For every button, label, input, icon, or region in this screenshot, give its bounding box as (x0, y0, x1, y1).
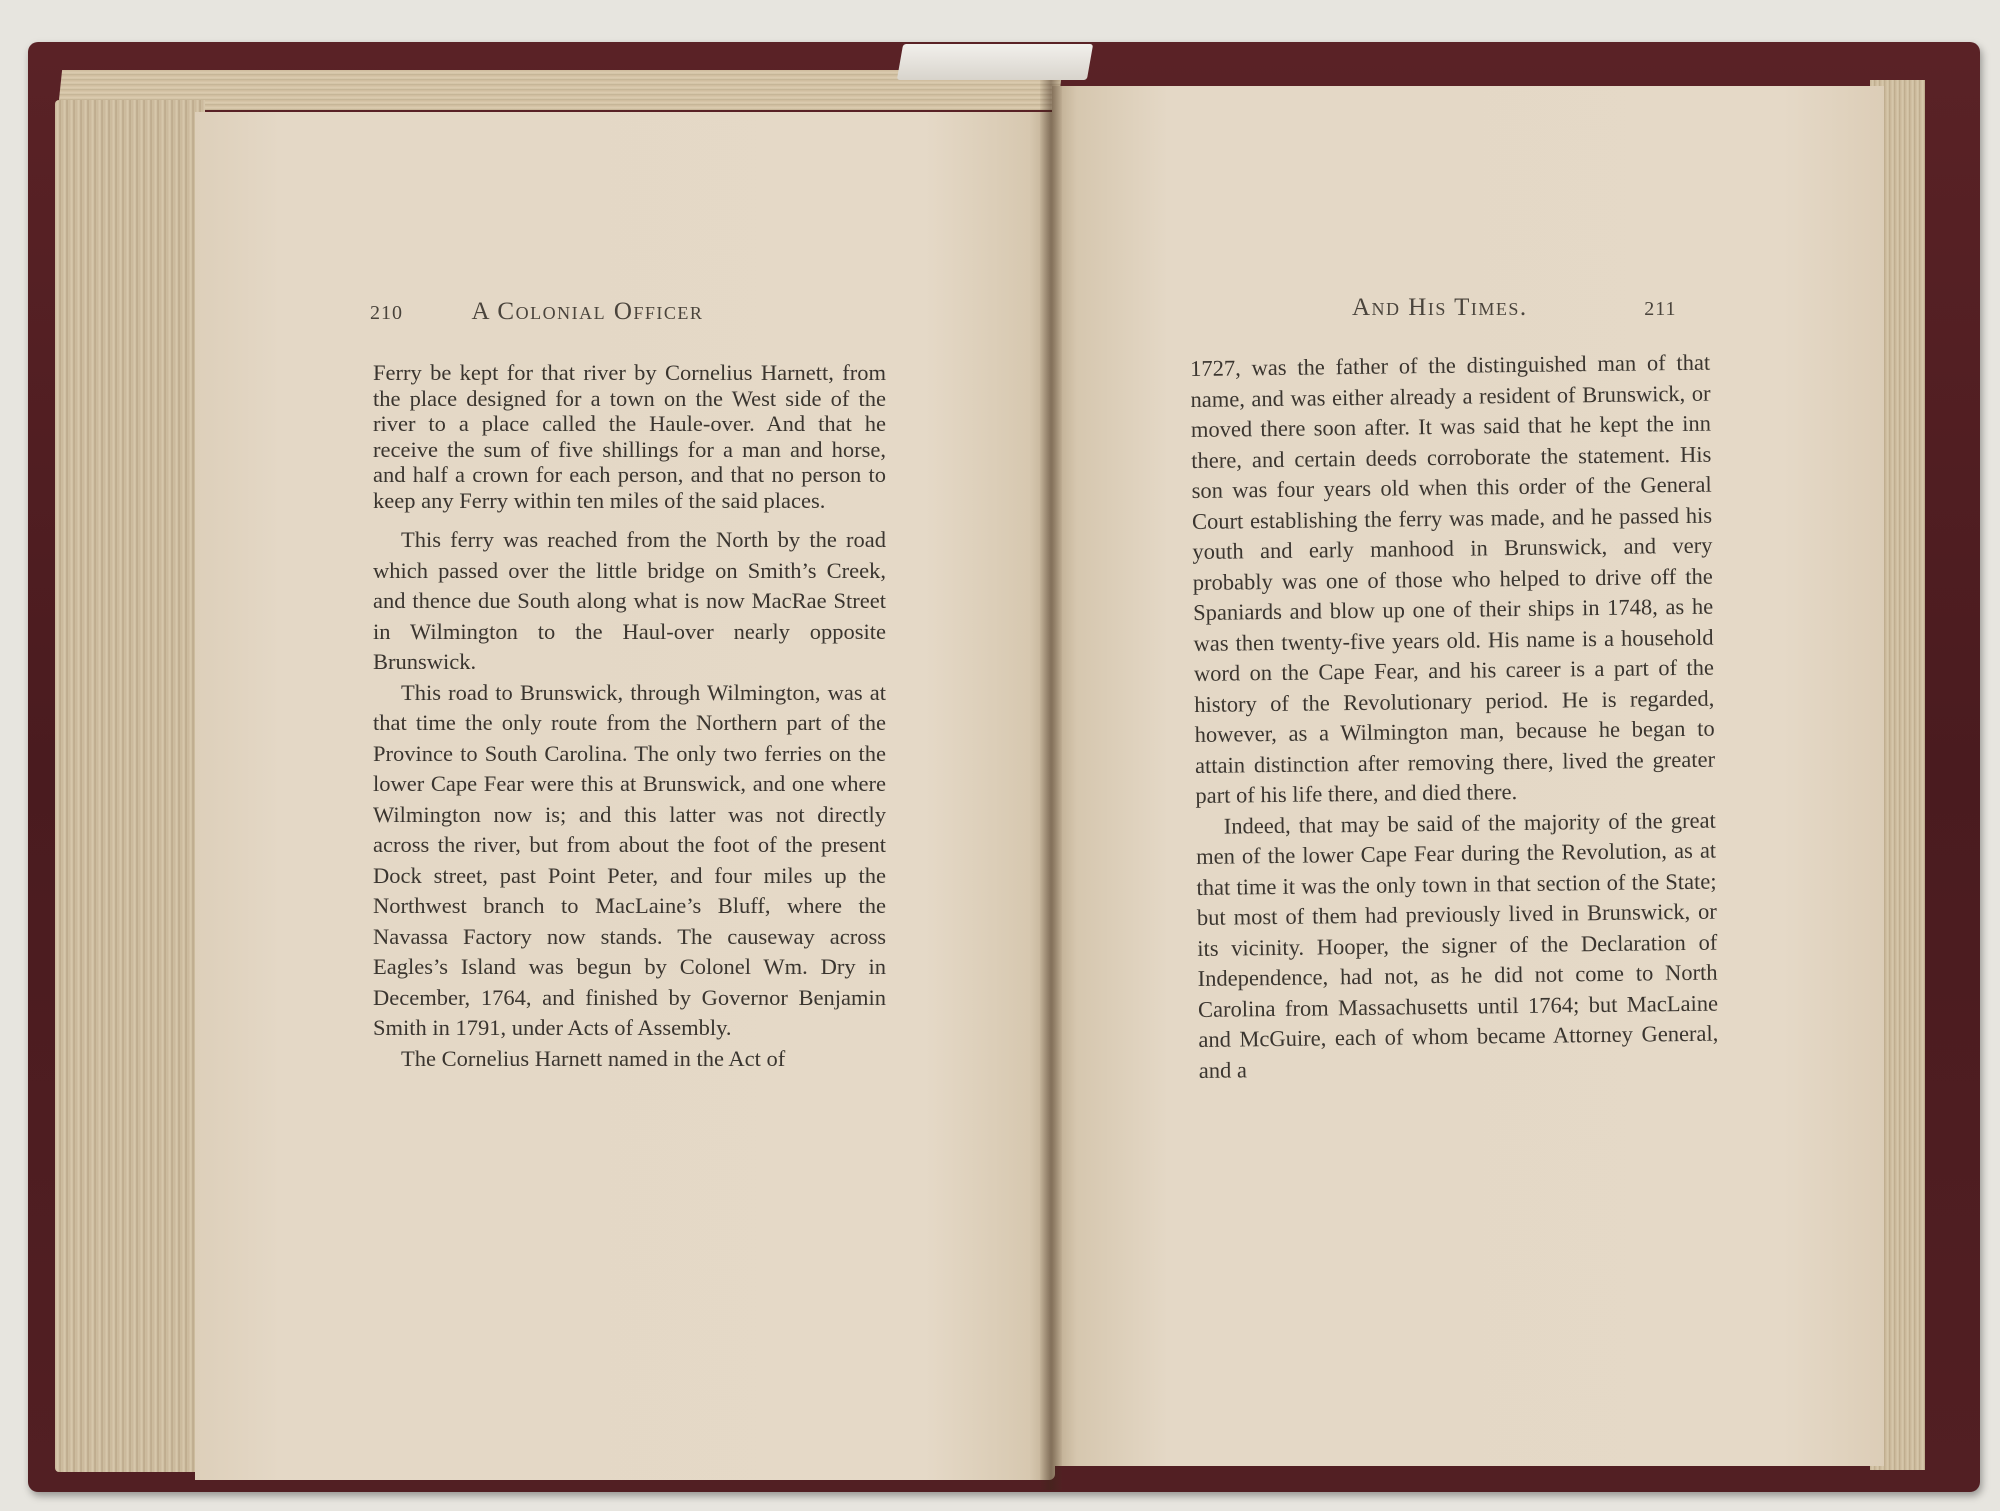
paragraph: This road to Brunswick, through Wilmington, was at that time the only route from the Northern part of the Province to South Carolina. The only two ferries on the lower Cape Fear were this at Brunswick, and one where Wilmington now is; and this latter was not directly across the river, but from about the foot of the present Dock street, past Point Peter, and four miles up the Northwest branch to MacLaine’s Bluff, where the Navassa Factory now stands. The causeway across Eagles’s Island was begun by Colonel Wm. Dry in December, 1764, and finished by Governor Benjamin Smith in 1791, under Acts of Assembly. (373, 679, 886, 1040)
paragraph: 1727, was the father of the distinguished man of that name, and was either already a resident of Brunswick, or moved there soon after. It was said that he kept the inn there, and certain deeds corroborate the statement. His son was four years old when this order of the General Court establishing the ferry was made, and he passed his youth and early manhood in Brunswick, and very probably was one of those who helped to drive off the Spaniards and blow up one of their ships in 1748, as he was then twenty-five years old. His name is a household word on the Cape Fear, and his career is a part of the history of the Revolutionary period. He is regarded, however, as a Wilmington man, because he began to attain distinction after removing there, lived the greater part of his life there, and died there. (1190, 349, 1716, 808)
right-running-title: And His Times. (1352, 294, 1528, 321)
paragraph: This ferry was reached from the North by the road which passed over the little bridge on Smith’s Creek, and thence due South along what is now MacRae Street in Wilmington to the Haul-over nearly opposite Brunswick. (373, 527, 886, 674)
paragraph: The Cornelius Harnett named in the Act of (401, 1045, 786, 1071)
left-page (195, 112, 1055, 1480)
right-running-head (1352, 294, 1762, 322)
paragraph: Ferry be kept for that river by Cornelius Harnett, from the place designed for a town on the West side of the river to a place called the Haule-over. And that he receive the sum of five shillings for a man and horse, and half a crown for each person, and that no person to keep any Ferry within ten miles of the said places. (373, 360, 886, 513)
left-text-block (373, 360, 886, 1074)
right-page (1052, 86, 1884, 1466)
left-running-head (370, 298, 890, 326)
page-edges-left (55, 100, 205, 1472)
left-page-number: 210 (370, 302, 403, 324)
spine-tape (897, 44, 1093, 80)
right-text-block (1190, 348, 1719, 1086)
book-gutter (1040, 80, 1062, 1490)
right-page-number: 211 (1644, 298, 1677, 320)
paragraph: Indeed, that may be said of the majority of the great men of the lower Cape Fear during the Revolution, as at that time it was the only town in that section of the State; but most of them had previously lived in Brunswick, or its vicinity. Hooper, the signer of the Declaration of Independence, had not, as he did not come to North Carolina from Massachusetts until 1764; but MacLaine and McGuire, each of whom became Attorney General, and a (1195, 807, 1719, 1083)
left-running-title: A Colonial Officer (471, 298, 704, 325)
